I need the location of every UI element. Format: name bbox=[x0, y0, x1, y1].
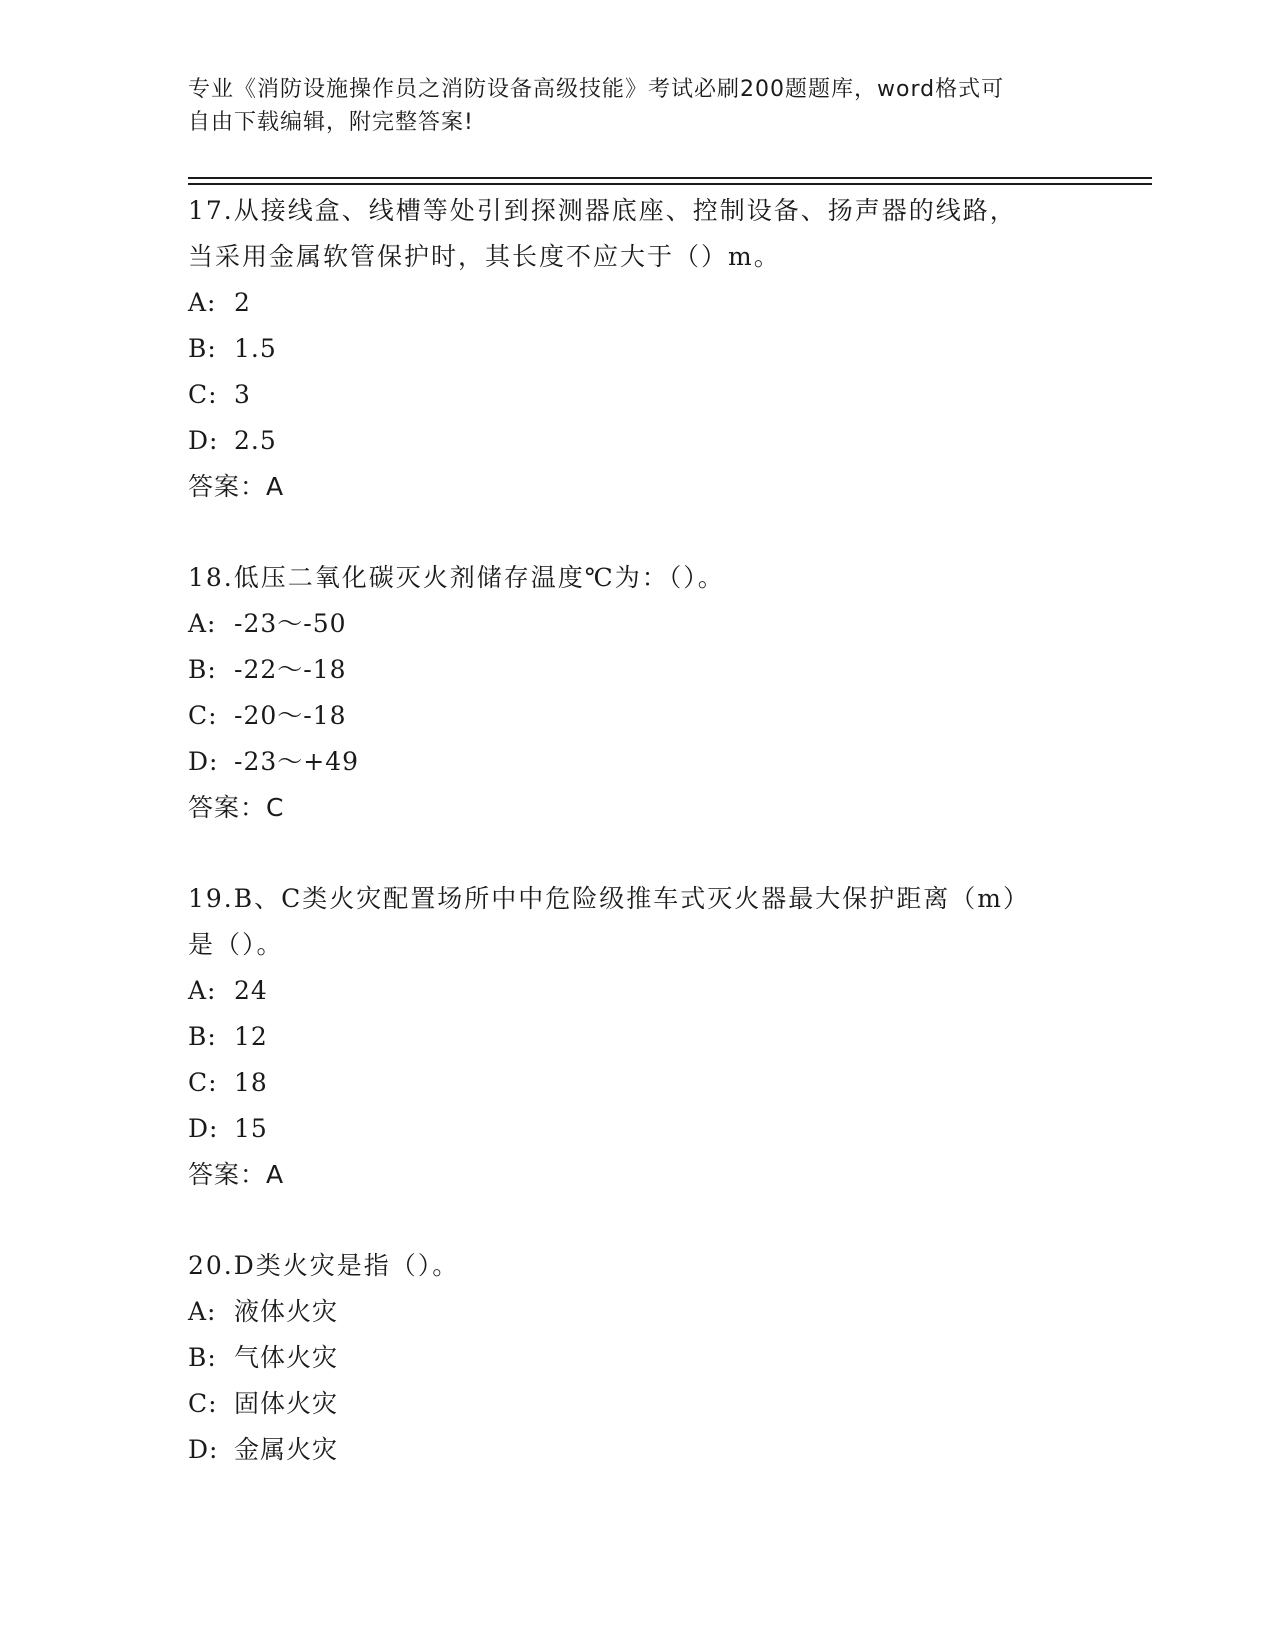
question-title-line-2: 当采用金属软管保护时，其长度不应大于（）m。 bbox=[188, 242, 781, 271]
question-20 bbox=[188, 1243, 1088, 1473]
option-letter: C: bbox=[188, 701, 218, 730]
question-title bbox=[188, 555, 1088, 601]
option-d bbox=[188, 418, 1088, 464]
option-text: 2.5 bbox=[234, 426, 277, 455]
option-letter: C: bbox=[188, 1068, 218, 1097]
option-a bbox=[188, 280, 1088, 326]
option-letter: D: bbox=[188, 747, 219, 776]
option-letter: A: bbox=[188, 609, 217, 638]
header-line-2: 自由下载编辑，附完整答案! bbox=[188, 110, 474, 135]
option-c bbox=[188, 1060, 1088, 1106]
option-letter: B: bbox=[188, 655, 217, 684]
answer-text: 答案：A bbox=[188, 472, 285, 501]
option-b bbox=[188, 1014, 1088, 1060]
option-text: 1.5 bbox=[234, 334, 277, 363]
question-17 bbox=[188, 188, 1088, 510]
header-divider-top bbox=[188, 177, 1152, 179]
option-letter: D: bbox=[188, 1114, 219, 1143]
option-letter: C: bbox=[188, 1389, 218, 1418]
option-text: 18 bbox=[234, 1068, 268, 1097]
question-title bbox=[188, 188, 1088, 280]
option-a bbox=[188, 601, 1088, 647]
document-header bbox=[188, 73, 1088, 139]
option-letter: C: bbox=[188, 380, 218, 409]
header-divider-bottom bbox=[188, 183, 1152, 185]
option-text: 2 bbox=[234, 288, 251, 317]
option-text: -20～-18 bbox=[234, 701, 347, 730]
answer-text: 答案：C bbox=[188, 793, 285, 822]
option-d bbox=[188, 739, 1088, 785]
option-text: 固体火灾 bbox=[234, 1389, 339, 1418]
option-text: 金属火灾 bbox=[234, 1435, 339, 1464]
option-letter: B: bbox=[188, 1343, 217, 1372]
option-letter: D: bbox=[188, 426, 219, 455]
question-title-line-1: 20.D类火灾是指（）。 bbox=[188, 1251, 460, 1280]
option-b bbox=[188, 647, 1088, 693]
option-text: 15 bbox=[234, 1114, 268, 1143]
question-title bbox=[188, 1243, 1088, 1289]
option-c bbox=[188, 372, 1088, 418]
option-a bbox=[188, 968, 1088, 1014]
option-text: 气体火灾 bbox=[234, 1343, 339, 1372]
question-title-line-1: 17.从接线盒、线槽等处引到探测器底座、控制设备、扬声器的线路， bbox=[188, 196, 1017, 225]
option-letter: A: bbox=[188, 288, 217, 317]
option-d bbox=[188, 1427, 1088, 1473]
question-19 bbox=[188, 876, 1088, 1198]
option-c bbox=[188, 693, 1088, 739]
option-text: 12 bbox=[234, 1022, 268, 1051]
option-d bbox=[188, 1106, 1088, 1152]
option-letter: B: bbox=[188, 1022, 217, 1051]
question-18 bbox=[188, 555, 1088, 831]
question-title bbox=[188, 876, 1088, 968]
question-title-line-2: 是（）。 bbox=[188, 930, 284, 959]
option-letter: B: bbox=[188, 334, 217, 363]
option-text: 3 bbox=[234, 380, 251, 409]
question-title-line-1: 18.低压二氧化碳灭火剂储存温度℃为：（）。 bbox=[188, 563, 725, 592]
option-text: 液体火灾 bbox=[234, 1297, 339, 1326]
question-title-line-1: 19.B、C类火灾配置场所中中危险级推车式灭火器最大保护距离（m） bbox=[188, 884, 1030, 913]
answer-text: 答案：A bbox=[188, 1160, 285, 1189]
header-line-1: 专业《消防设施操作员之消防设备高级技能》考试必刷200题题库，word格式可 bbox=[188, 77, 1005, 102]
option-letter: A: bbox=[188, 1297, 217, 1326]
option-b bbox=[188, 1335, 1088, 1381]
option-text: -23～+49 bbox=[234, 747, 360, 776]
option-c bbox=[188, 1381, 1088, 1427]
option-a bbox=[188, 1289, 1088, 1335]
option-letter: D: bbox=[188, 1435, 219, 1464]
option-text: -22～-18 bbox=[234, 655, 347, 684]
option-text: -23～-50 bbox=[234, 609, 347, 638]
option-letter: A: bbox=[188, 976, 217, 1005]
option-b bbox=[188, 326, 1088, 372]
option-text: 24 bbox=[234, 976, 268, 1005]
